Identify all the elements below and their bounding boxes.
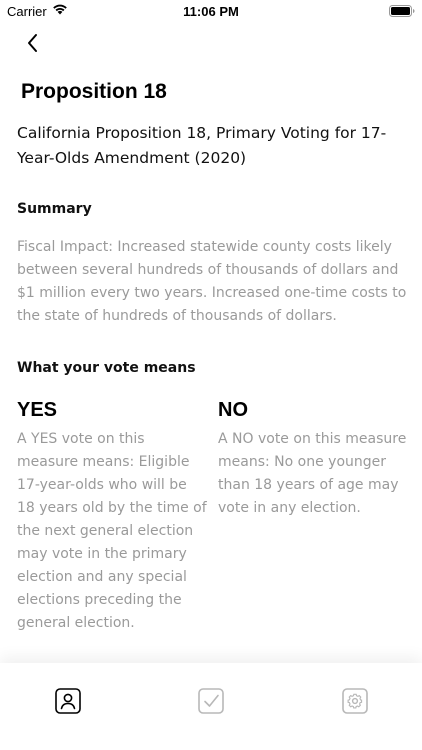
summary-text: Fiscal Impact: Increased statewide county costs likely between several hundreds of thousands of dollars and $1 million every two years. Increased one-time costs to the state of hundreds of thousands of dollars. <box>17 239 407 324</box>
tab-settings[interactable] <box>341 687 369 715</box>
yes-label: YES <box>17 399 58 421</box>
page-title: Proposition 18 <box>21 80 167 103</box>
no-label: NO <box>218 399 248 421</box>
no-vote-section <box>218 398 408 520</box>
summary-heading: Summary <box>17 201 92 217</box>
proposition-subtitle: California Proposition 18, Primary Voting for 17-Year-Olds Amendment (2020) <box>17 124 387 167</box>
vote-means-heading: What your vote means <box>17 360 196 376</box>
status-time: 11:06 PM <box>183 4 239 19</box>
tab-profile[interactable] <box>54 687 82 715</box>
status-bar <box>0 0 422 24</box>
yes-vote-section <box>17 398 207 635</box>
yes-description: A YES vote on this measure means: Eligible 17-year-olds who will be 18 years old by the time of the next general election may vote in the primary election and any special elections preceding the general election. <box>17 431 207 631</box>
checkbox-icon <box>198 688 224 714</box>
tab-bar <box>0 663 422 750</box>
back-button[interactable] <box>18 28 48 58</box>
settings-gear-icon <box>342 688 368 714</box>
battery-icon <box>389 5 415 17</box>
chevron-left-icon <box>26 33 40 53</box>
carrier-label: Carrier <box>7 4 47 19</box>
tab-ballot[interactable] <box>197 687 225 715</box>
no-description: A NO vote on this measure means: No one younger than 18 years of age may vote in any election. <box>218 431 407 516</box>
profile-icon <box>55 688 81 714</box>
